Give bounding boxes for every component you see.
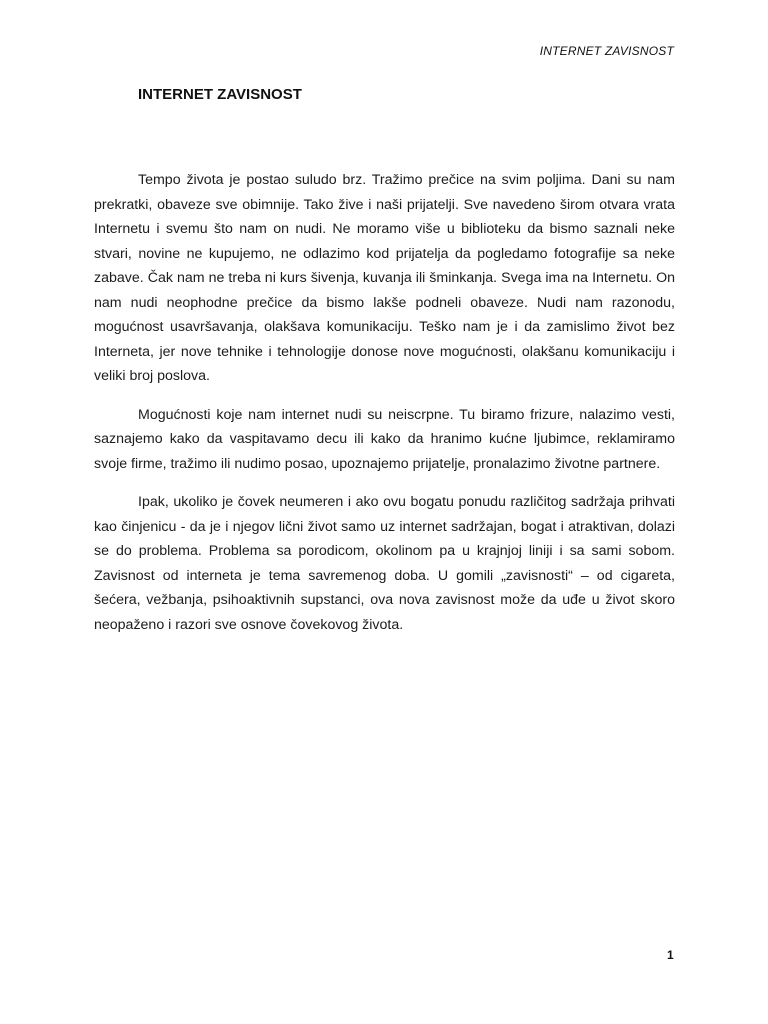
paragraph-1: Tempo života je postao suludo brz. Tražimo prečice na svim poljima. Dani su nam prekratki, obaveze sve obimnije. Tako žive i naši prijatelji. Sve navedeno širom otvara vrata Internetu i svemu što nam on nudi. Ne moramo više u biblioteku da bismo saznali neke stvari, novine ne kupujemo, ne odlazimo kod prijatelja da pogledamo fotografije sa neke zabave. Čak nam ne treba ni kurs šivenja, kuvanja ili šminkanja. Svega ima na Internetu. On nam nudi neophodne prečice da bismo lakše podneli obaveze. Nudi nam razonodu, mogućnost usavršavanja, olakšava komunikaciju. Teško nam je i da zamislimo život bez Interneta, jer nove tehnike i tehnologije donose nove mogućnosti, olakšanu komunikaciju i veliki broj poslova. — [94, 172, 675, 384]
paragraph-3: Ipak, ukoliko je čovek neumeren i ako ovu bogatu ponudu različitog sadržaja prihvati kao činjenicu - da je i njegov lični život samo uz internet sadržajan, bogat i atraktivan, dolazi se do problema. Problema sa porodicom, okolinom pa u krajnjoj liniji i sa sami sobom. Zavisnost od interneta je tema savremenog doba. U gomili „zavisnosti“ – od cigareta, šećera, vežbanja, psihoaktivnih supstanci, ova nova zavisnost može da uđe u život skoro neopaženo i razori sve osnove čovekovog života. — [94, 494, 675, 633]
document-body — [94, 168, 675, 651]
running-header: INTERNET ZAVISNOST — [539, 44, 674, 58]
document-title: INTERNET ZAVISNOST — [138, 86, 302, 103]
paragraph-2: Mogućnosti koje nam internet nudi su neiscrpne. Tu biramo frizure, nalazimo vesti, saznajemo kako da vaspitavamo decu ili kako da hranimo kućne ljubimce, reklamiramo svoje firme, tražimo ili nudimo posao, upoznajemo prijatelje, pronalazimo životne partnere. — [94, 406, 675, 472]
page-number: 1 — [667, 948, 674, 962]
